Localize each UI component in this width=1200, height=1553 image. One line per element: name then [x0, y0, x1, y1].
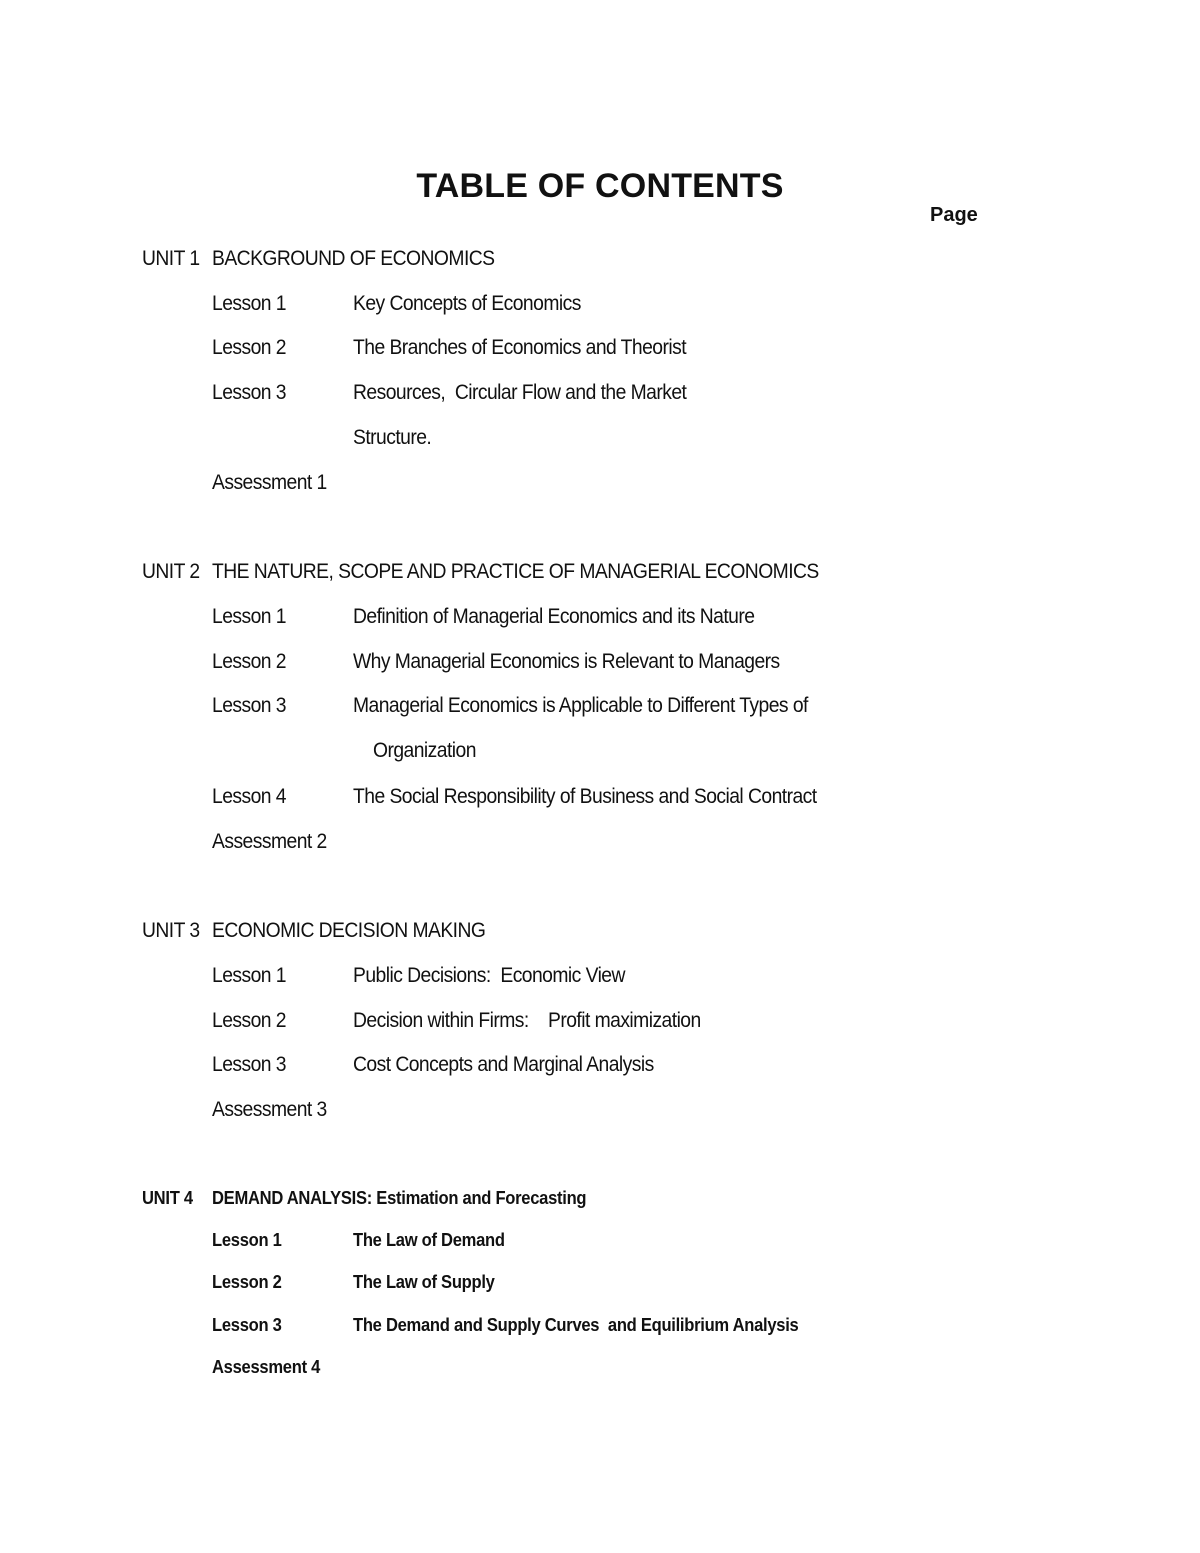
page-column-label: Page [930, 204, 978, 226]
lesson-label: Lesson 3 [212, 694, 287, 717]
lesson-label: Lesson 1 [212, 292, 287, 315]
lesson-label: Lesson 1 [212, 964, 287, 987]
unit-label: UNIT 2 [142, 560, 200, 583]
lesson-title: Why Managerial Economics is Relevant to Managers [353, 650, 780, 673]
lesson-label: Lesson 2 [212, 336, 287, 359]
lesson-title: Cost Concepts and Marginal Analysis [353, 1053, 654, 1076]
lesson-title-continuation: Structure. [353, 426, 432, 449]
lesson-label: Lesson 1 [212, 605, 287, 628]
page-title: TABLE OF CONTENTS [416, 166, 784, 205]
unit-title: ECONOMIC DECISION MAKING [212, 919, 486, 942]
unit-title: THE NATURE, SCOPE AND PRACTICE OF MANAGERIAL ECONOMICS [212, 560, 819, 583]
assessment-label: Assessment 1 [212, 471, 327, 494]
lesson-title: The Social Responsibility of Business and Social Contract [353, 785, 817, 808]
lesson-label: Lesson 3 [212, 1315, 282, 1335]
lesson-label: Lesson 2 [212, 650, 287, 673]
unit-title: BACKGROUND OF ECONOMICS [212, 247, 495, 270]
lesson-title-continuation: Organization [373, 739, 476, 762]
lesson-title: Key Concepts of Economics [353, 292, 581, 315]
lesson-label: Lesson 1 [212, 1230, 282, 1250]
lesson-title: The Branches of Economics and Theorist [353, 336, 687, 359]
lesson-label: Lesson 2 [212, 1009, 287, 1032]
lesson-label: Lesson 2 [212, 1272, 282, 1292]
unit-label: UNIT 1 [142, 247, 200, 270]
assessment-label: Assessment 4 [212, 1357, 321, 1377]
lesson-label: Lesson 3 [212, 1053, 287, 1076]
lesson-title: The Law of Supply [353, 1272, 495, 1292]
lesson-title: Definition of Managerial Economics and its Nature [353, 605, 755, 628]
unit-label: UNIT 4 [142, 1188, 193, 1208]
unit-title: DEMAND ANALYSIS: Estimation and Forecasting [212, 1188, 587, 1208]
lesson-title: The Law of Demand [353, 1230, 505, 1250]
assessment-label: Assessment 2 [212, 830, 327, 853]
lesson-title: Public Decisions: Economic View [353, 964, 625, 987]
lesson-title: Managerial Economics is Applicable to Different Types of [353, 694, 808, 717]
lesson-title: The Demand and Supply Curves and Equilibrium Analysis [353, 1315, 799, 1335]
lesson-label: Lesson 3 [212, 381, 287, 404]
lesson-title: Decision within Firms: Profit maximization [353, 1009, 701, 1032]
lesson-title: Resources, Circular Flow and the Market [353, 381, 687, 404]
assessment-label: Assessment 3 [212, 1098, 327, 1121]
lesson-label: Lesson 4 [212, 785, 287, 808]
unit-label: UNIT 3 [142, 919, 200, 942]
